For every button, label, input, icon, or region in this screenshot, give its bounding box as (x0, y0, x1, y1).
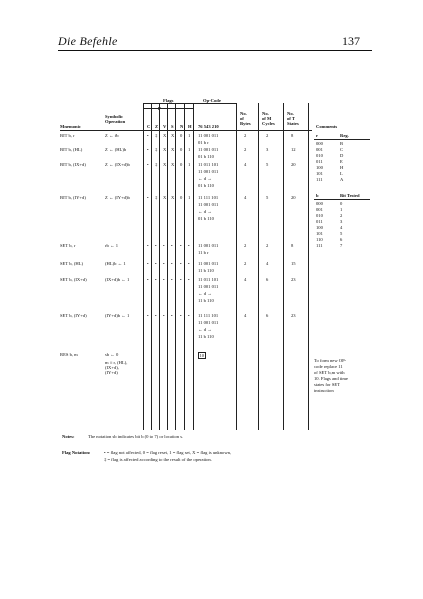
reg-table-header-r: r (316, 133, 319, 138)
column-rule (193, 103, 194, 430)
flag-notation-text-2: ‡ = flag is affected according to the result of the operation. (104, 457, 212, 462)
flag-cell: • (155, 277, 157, 282)
bit-table-header-bit: Bit Tested (340, 193, 360, 198)
page-number: 137 (342, 34, 360, 48)
flag-cell: • (155, 313, 157, 318)
m-cycles-header: of M (262, 116, 272, 121)
bytes-cell: 2 (244, 147, 247, 152)
bit-code: 111 (316, 243, 323, 248)
column-rule (236, 103, 237, 430)
column-rule (283, 103, 284, 430)
t-states-cell: 12 (291, 147, 296, 152)
flag-cell: • (147, 147, 149, 152)
flag-cell: • (155, 243, 157, 248)
flag-cell: X (171, 133, 175, 138)
bytes-header: Bytes (240, 121, 251, 126)
flag-cell: 0 (180, 147, 183, 152)
flag-letter-header: C (147, 124, 151, 129)
flag-cell: 1 (188, 162, 191, 167)
bit-number: 7 (340, 243, 343, 248)
mnemonic-cell: SET b, (HL) (60, 261, 84, 266)
opcode-cell: 11 001 011 (198, 133, 219, 138)
res-operand-text: (IX+d), (105, 365, 119, 370)
parity-header: P (158, 106, 161, 111)
flag-cell: • (171, 277, 173, 282)
t-states-cell: 23 (291, 277, 296, 282)
flag-cell: • (180, 313, 182, 318)
operation-cell: (IX+d)b ← 1 (105, 277, 130, 282)
opcode-cell: ← d → (198, 291, 212, 296)
flag-cell: X (171, 147, 175, 152)
mnemonic-header: Mnemonic (60, 124, 81, 129)
column-rule (184, 103, 185, 430)
flag-cell: X (171, 162, 175, 167)
flag-cell: • (188, 313, 190, 318)
opcode-cell: 11 001 011 (198, 284, 219, 289)
flag-cell: • (147, 313, 149, 318)
t-states-cell: 20 (291, 195, 296, 200)
bytes-cell: 2 (244, 261, 247, 266)
bit-code: 011 (316, 219, 323, 224)
flag-cell: • (147, 162, 149, 167)
bit-code: 000 (316, 201, 323, 206)
opcode-cell: 11 001 011 (198, 320, 219, 325)
mnemonic-cell: BIT b, r (60, 133, 75, 138)
m-cycles-cell: 3 (266, 147, 269, 152)
opcode-cell: 11 b 110 (198, 298, 214, 303)
reg-table-header-reg: Reg. (340, 133, 349, 138)
flag-cell: 1 (188, 195, 191, 200)
flag-cell: X (163, 133, 167, 138)
bytes-cell: 4 (244, 277, 247, 282)
bytes-header: No. (240, 111, 247, 116)
mnemonic-cell: BIT b, (HL) (60, 147, 83, 152)
bit-code: 101 (316, 231, 323, 236)
res-operand-text: m ≡ r, (HL), (105, 360, 128, 365)
operation-cell: rb ← 1 (105, 243, 119, 248)
operation-cell: Z ← (HL)b (105, 147, 127, 152)
flag-cell: • (180, 261, 182, 266)
column-rule (308, 103, 309, 430)
opcode-cell: 11 001 011 (198, 202, 219, 207)
operation-cell: Z ← (IY+d)b (105, 195, 130, 200)
reg-code: 111 (316, 177, 323, 182)
bit-code: 110 (316, 237, 323, 242)
opcode-cell: 01 b 110 (198, 183, 214, 188)
flag-cell: • (163, 313, 165, 318)
bytes-cell: 4 (244, 162, 247, 167)
res-comment-line: 10. Flags and time (314, 376, 348, 381)
res-comment-line: of SET b,m with (314, 370, 345, 375)
flag-cell: X (163, 195, 167, 200)
operation-cell: sb ← 0 (105, 352, 119, 357)
opcode-cell: ← d → (198, 209, 212, 214)
flag-cell: • (180, 277, 182, 282)
flag-cell: 1 (188, 147, 191, 152)
bit-table-header-b: b (316, 193, 319, 198)
column-rule (175, 103, 176, 430)
t-states-header: States (287, 121, 299, 126)
opcode-cell: 11 b 110 (198, 268, 214, 273)
opcode-cell: ← d → (198, 327, 212, 332)
reg-code: 101 (316, 171, 323, 176)
m-cycles-cell: 2 (266, 243, 269, 248)
m-cycles-cell: 5 (266, 162, 269, 167)
flag-cell: • (147, 261, 149, 266)
operation-cell: Z ← (IX+d)b (105, 162, 130, 167)
column-rule (258, 103, 259, 430)
flag-letter-header: N (180, 124, 184, 129)
res-operand-text: (IY+d) (105, 370, 118, 375)
opcode-cell: 11 011 101 (198, 162, 219, 167)
reg-name: E (340, 159, 343, 164)
bit-number: 0 (340, 201, 343, 206)
reg-table-rule (314, 139, 370, 140)
flag-cell: • (180, 243, 182, 248)
m-cycles-cell: 6 (266, 313, 269, 318)
t-states-header: No. (287, 111, 294, 116)
reg-name: L (340, 171, 343, 176)
t-states-cell: 8 (291, 133, 294, 138)
reg-code: 100 (316, 165, 323, 170)
opcode-cell: 11 b r (198, 250, 209, 255)
flags-opcode-top-rule (143, 103, 236, 104)
reg-name: A (340, 177, 344, 182)
m-cycles-header: No. (262, 111, 269, 116)
reg-name: C (340, 147, 344, 152)
bytes-header: of (240, 116, 244, 121)
mnemonic-cell: BIT b, (IY+d) (60, 195, 86, 200)
flag-cell: 0 (180, 162, 183, 167)
flag-letter-header: V (163, 124, 167, 129)
reg-name: B (340, 141, 344, 146)
res-comment-line: instruction (314, 388, 334, 393)
opcode-cell: 11 001 011 (198, 243, 219, 248)
flags-header: Flags (163, 98, 174, 103)
m-cycles-header: Cycles (262, 121, 275, 126)
flag-cell: • (163, 277, 165, 282)
flag-cell: • (163, 261, 165, 266)
flag-cell: • (147, 243, 149, 248)
bit-table-rule (314, 199, 370, 200)
t-states-cell: 8 (291, 243, 294, 248)
comments-header: Comments (316, 124, 338, 129)
t-states-header: of T (287, 116, 295, 121)
symbolic-header-2: Operation (105, 119, 126, 124)
opcode-header: Op-Code (203, 98, 221, 103)
reg-name: H (340, 165, 344, 170)
t-states-cell: 15 (291, 261, 296, 266)
opcode-cell: 11 001 011 (198, 169, 219, 174)
bit-code: 010 (316, 213, 323, 218)
header-bottom-rule (60, 130, 312, 131)
opcode-cell: 11 001 011 (198, 147, 219, 152)
reg-name: D (340, 153, 344, 158)
opcode-cell: 11 001 011 (198, 261, 219, 266)
opcode-cell: 11 b 110 (198, 334, 214, 339)
mnemonic-cell: BIT b, (IX+d) (60, 162, 86, 167)
bit-code: 001 (316, 207, 323, 212)
flag-cell: • (147, 277, 149, 282)
bit-number: 5 (340, 231, 343, 236)
flag-cell: 0 (180, 195, 183, 200)
flag-cell: ‡ (155, 162, 158, 167)
opcode-cell: 11 111 101 (198, 195, 219, 200)
flag-cell: X (163, 162, 167, 167)
bytes-cell: 4 (244, 313, 247, 318)
opcode-cell: 01 b 110 (198, 216, 214, 221)
opcode-cell: 01 b 110 (198, 154, 214, 159)
mnemonic-cell: SET b, (IY+d) (60, 313, 87, 318)
column-rule (159, 103, 160, 430)
bit-code: 100 (316, 225, 323, 230)
notes-label: Notes: (62, 434, 75, 439)
m-cycles-cell: 5 (266, 195, 269, 200)
flag-cell: 0 (180, 133, 183, 138)
t-states-cell: 20 (291, 162, 296, 167)
opcode-bits-header: 76 543 210 (198, 124, 219, 129)
flag-cell: ‡ (155, 195, 158, 200)
operation-cell: (IY+d)b ← 1 (105, 313, 130, 318)
column-rule (143, 103, 144, 430)
flag-cell: • (147, 195, 149, 200)
flag-cell: • (163, 243, 165, 248)
flag-cell: X (171, 195, 175, 200)
reg-code: 010 (316, 153, 323, 158)
flag-notation-text-1: • = flag not affected, 0 = flag reset, 1 = flag set, X = flag is unknown, (104, 450, 232, 455)
column-rule (167, 103, 168, 430)
flag-letter-header: S (171, 124, 174, 129)
symbolic-header-1: Symbolic (105, 114, 124, 119)
mnemonic-cell: SET b, r (60, 243, 76, 248)
bit-number: 2 (340, 213, 343, 218)
flag-cell: • (171, 243, 173, 248)
res-comment-line: To form new OP- (314, 358, 347, 363)
m-cycles-cell: 4 (266, 261, 269, 266)
reg-code: 000 (316, 141, 323, 146)
header-rule (58, 50, 372, 51)
flag-cell: • (171, 313, 173, 318)
bytes-cell: 2 (244, 133, 247, 138)
flag-cell: X (163, 147, 167, 152)
operation-cell: (HL)b ← 1 (105, 261, 126, 266)
mnemonic-cell: SET b, (IX+d) (60, 277, 87, 282)
notes-text: The notation sb indicates bit b (0 to 7) or location s. (88, 434, 184, 439)
flag-cell: • (188, 243, 190, 248)
opcode-cell: 01 b r (198, 140, 209, 145)
opcode-cell: 10 (199, 353, 205, 358)
flag-cell: • (188, 277, 190, 282)
operation-cell: Z ← r̄b (105, 133, 119, 138)
flag-cell: • (188, 261, 190, 266)
flag-cell: • (147, 133, 149, 138)
bytes-cell: 4 (244, 195, 247, 200)
flag-cell: 1 (188, 133, 191, 138)
flag-cell: • (171, 261, 173, 266)
bit-number: 1 (340, 207, 343, 212)
t-states-cell: 23 (291, 313, 296, 318)
flag-cell: • (155, 261, 157, 266)
opcode-cell: 11 011 101 (198, 277, 219, 282)
flag-cell: ‡ (155, 147, 158, 152)
flag-letter-header: H (188, 124, 192, 129)
m-cycles-cell: 6 (266, 277, 269, 282)
res-comment-line: code replace 11 (314, 364, 343, 369)
bit-number: 3 (340, 219, 343, 224)
opcode-cell: 11 111 101 (198, 313, 219, 318)
flag-letter-header: Z (155, 124, 159, 129)
m-cycles-cell: 2 (266, 133, 269, 138)
bytes-cell: 2 (244, 243, 247, 248)
mnemonic-cell: RES b, m (60, 352, 78, 357)
column-rule (151, 103, 152, 430)
bit-number: 6 (340, 237, 343, 242)
opcode-cell: ← d → (198, 176, 212, 181)
bit-number: 4 (340, 225, 343, 230)
reg-code: 001 (316, 147, 323, 152)
res-comment-line: states for SET (314, 382, 341, 387)
flag-cell: ‡ (155, 133, 158, 138)
reg-code: 011 (316, 159, 323, 164)
chapter-title: Die Befehle (58, 34, 118, 48)
flag-notation-label: Flag Notation: (62, 450, 91, 455)
